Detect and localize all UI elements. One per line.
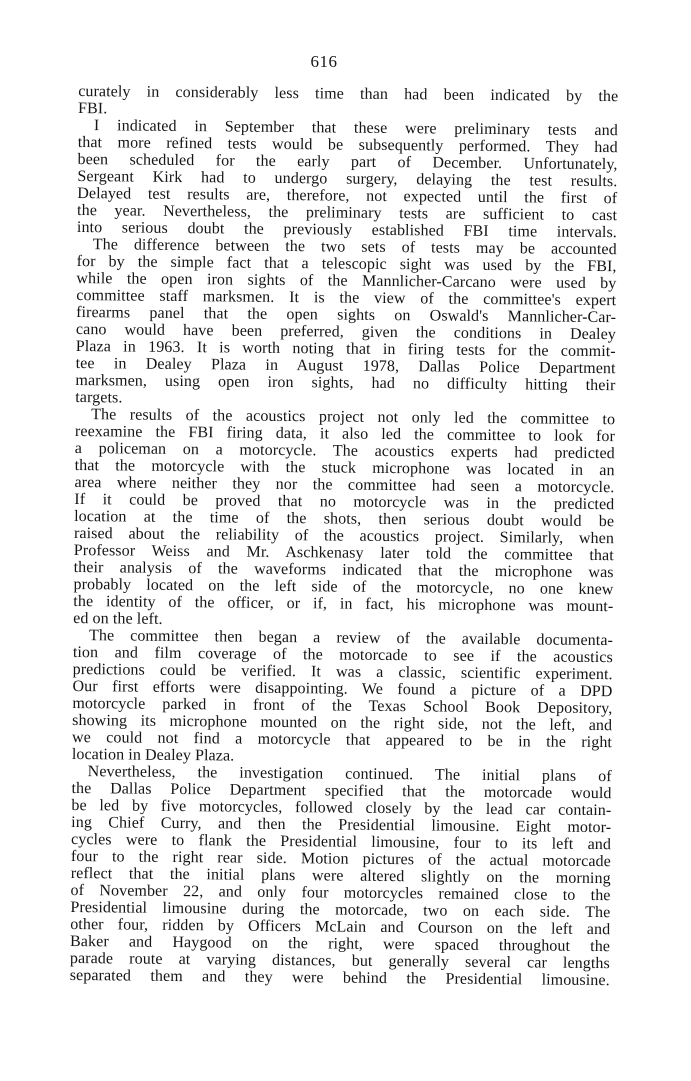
text-line: Nevertheless, the investigation continued. The initial plans of	[87, 763, 612, 786]
text-line: been scheduled for the early part of December. Unfortunately,	[77, 151, 618, 174]
text-line: The difference between the two sets of tests may be accounted	[92, 236, 617, 259]
paragraph	[72, 627, 613, 768]
text-line: parade route at varying distances, but generally several car lengths	[69, 949, 610, 973]
text-line: other four, ridden by Officers McLain and Courson on the left and	[70, 915, 611, 939]
text-line: cycles were to flank the Presidential limousine, four to its left and	[70, 830, 612, 854]
text-line: raised about the reliability of the acoustics project. Similarly, when	[73, 525, 615, 548]
text-line: into serious doubt the previously established FBI time intervals.	[76, 219, 617, 242]
paragraph	[70, 763, 612, 989]
text-line: we could not find a motorcycle that appeared to be in the right	[71, 728, 613, 752]
text-line: curately in considerably less time than had been indicated by the	[78, 83, 619, 106]
text-line: tion and film coverage of the motorcade to see if the acoustics	[72, 643, 613, 667]
text-line: marksmen, using open iron sights, had no difficulty hitting their	[75, 372, 616, 395]
paragraph	[78, 83, 618, 122]
text-line: motorcycle parked in front of the Texas School Book Depository,	[72, 694, 613, 718]
text-line: location at the time of the shots, then serious doubt would be	[74, 508, 615, 531]
paragraph	[75, 236, 617, 411]
text-line: that the motorcycle with the stuck microphone was located in an	[74, 457, 615, 480]
text-line: The results of the acoustics project not only led the committee to	[91, 406, 616, 429]
text-line: probably located on the left side of the motorcycle, no one knew	[73, 575, 614, 599]
text-line: tee in Dealey Plaza in August 1978, Dallas Police Department	[75, 355, 616, 378]
text-line: area where neither they nor the committee had seen a motorcycle.	[74, 474, 615, 497]
text-line: be led by five motorcycles, followed closely by the lead car contain-	[71, 796, 612, 820]
text-line: cano would have been preferred, given the conditions in Dealey	[75, 321, 617, 344]
text-line: ing Chief Curry, and then the Presidential limousine. Eight motor-	[71, 813, 612, 837]
text-line: four to the right rear side. Motion pictures of the actual motorcade	[70, 847, 611, 871]
text-line: the year. Nevertheless, the preliminary tests are sufficient to cast	[77, 202, 618, 225]
text-line: Sergeant Kirk had to undergo surgery, delaying the test results.	[77, 168, 618, 191]
text-line: Professor Weiss and Mr. Aschkenasy later told the committee that	[73, 541, 614, 565]
text-line: while the open iron sights of the Mannlicher-Carcano were used by	[76, 270, 617, 293]
text-line: FBI.	[77, 100, 108, 118]
text-line: Presidential limousine during the motorcade, two on each side. The	[70, 898, 611, 922]
text-line: for by the simple fact that a telescopic sight was used by the FBI,	[76, 253, 617, 276]
text-line: their analysis of the waveforms indicated that the microphone was	[73, 558, 614, 582]
text-line: I indicated in September that these were preliminary tests and	[93, 117, 618, 140]
text-line: the identity of the officer, or if, in fact, his microphone was mount-	[73, 592, 614, 616]
text-line: location in Dealey Plaza.	[71, 745, 235, 765]
paragraph	[73, 406, 615, 632]
text-line: separated them and they were behind the Presidential limousine.	[69, 966, 610, 990]
text-line: The committee then began a review of the available documenta-	[88, 627, 614, 650]
text-line: reexamine the FBI firing data, it also led the committee to look for	[74, 423, 616, 446]
text-line: targets.	[75, 389, 123, 407]
text-line: that more refined tests would be subsequently performed. They had	[77, 134, 618, 157]
text-line: Delayed test results are, therefore, not expected until the first of	[77, 185, 618, 208]
text-block	[70, 83, 619, 989]
text-line: committee staff marksmen. It is the view of the committee's expert	[76, 287, 617, 310]
text-line: of November 22, and only four motorcycles remained close to the	[70, 881, 611, 905]
text-line: Our first efforts were disappointing. We found a picture of a DPD	[72, 677, 613, 701]
text-line: Baker and Haygood on the right, were spaced throughout the	[70, 932, 611, 956]
text-line: If it could be proved that no motorcycle was in the predicted	[74, 491, 615, 514]
text-line: the Dallas Police Department specified that the motorcade would	[71, 779, 612, 803]
paragraph	[77, 117, 618, 241]
text-line: ed on the left.	[73, 609, 163, 628]
page-number: 616	[310, 52, 338, 71]
text-line: reflect that the initial plans were altered slightly on the morning	[70, 864, 611, 888]
text-line: firearms panel that the open sights on Oswald's Mannlicher-Car-	[76, 304, 617, 327]
text-line: a policeman on a motorcycle. The acoustics experts had predicted	[74, 440, 615, 463]
text-line: predictions could be verified. It was a classic, scientific experiment.	[72, 660, 613, 684]
text-line: Plaza in 1963. It is worth noting that in firing tests for the commit-	[75, 338, 616, 361]
text-line: showing its microphone mounted on the right side, not the left, and	[72, 711, 613, 735]
